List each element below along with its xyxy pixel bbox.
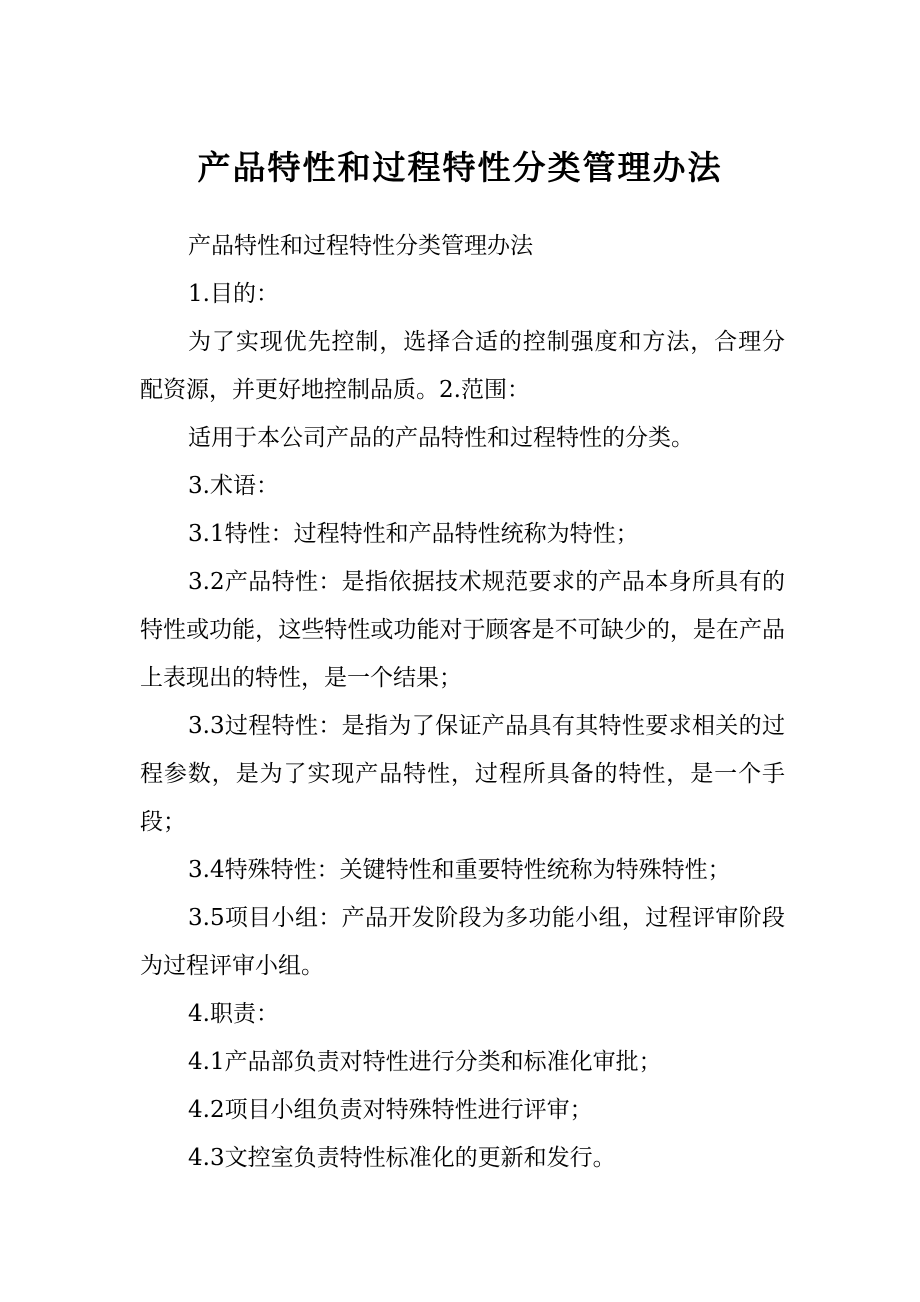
paragraph-term-3-4: 3.4特殊特性：关键特性和重要特性统称为特殊特性； (188, 857, 731, 883)
paragraph-duty-4-2: 4.2项目小组负责对特殊特性进行评审； (188, 1097, 593, 1123)
paragraph-duty-4-1: 4.1产品部负责对特性进行分类和标准化审批； (188, 1049, 662, 1075)
document-body (140, 222, 785, 1182)
paragraph-term-3-2: 3.2产品特性：是指依据技术规范要求的产品本身所具有的特性或功能，这些特性或功能对于顾客是不可缺少的，是在产品上表现出的特性，是一个结果； (140, 569, 785, 691)
paragraph-term-3-1: 3.1特性：过程特性和产品特性统称为特性； (188, 521, 639, 547)
paragraph-subtitle: 产品特性和过程特性分类管理办法 (188, 233, 533, 259)
paragraph-scope-text: 适用于本公司产品的产品特性和过程特性的分类。 (188, 425, 694, 451)
document-title: 产品特性和过程特性分类管理办法 (197, 148, 723, 187)
paragraph-purpose-heading: 1.目的： (188, 281, 279, 307)
paragraph-terms-heading: 3.术语： (188, 473, 279, 499)
paragraph-purpose-text: 为了实现优先控制，选择合适的控制强度和方法，合理分配资源，并更好地控制品质。2.范围： (140, 329, 785, 403)
paragraph-term-3-5: 3.5项目小组：产品开发阶段为多功能小组，过程评审阶段为过程评审小组。 (140, 905, 785, 979)
paragraph-term-3-3: 3.3过程特性：是指为了保证产品具有其特性要求相关的过程参数，是为了实现产品特性，过程所具备的特性，是一个手段； (140, 713, 785, 835)
paragraph-duties-heading: 4.职责： (188, 1001, 279, 1027)
paragraph-duty-4-3: 4.3文控室负责特性标准化的更新和发行。 (188, 1145, 616, 1171)
